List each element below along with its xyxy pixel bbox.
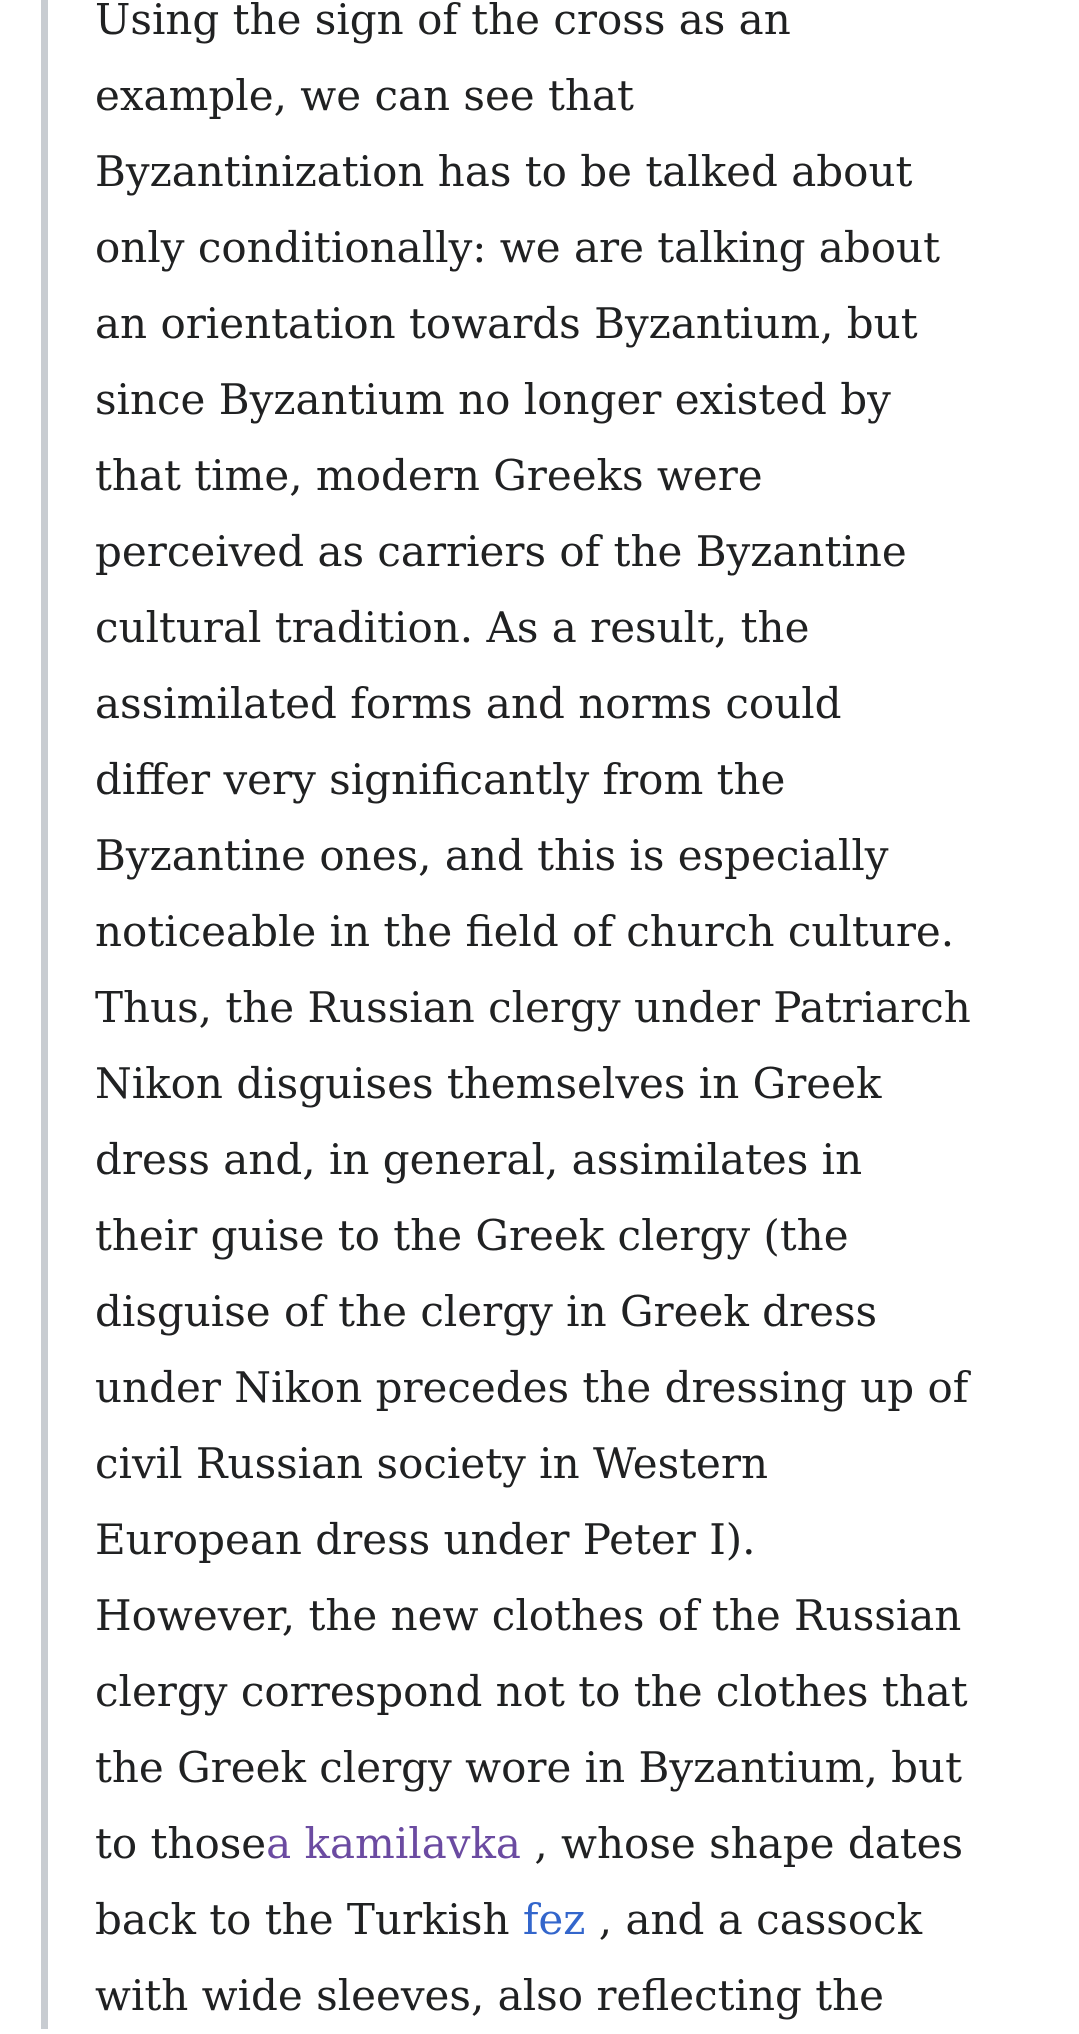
text-line: disguise of the clergy in Greek dress — [95, 1287, 878, 1336]
text-line: an orientation towards Byzantium, but — [95, 299, 918, 348]
text-line: noticeable in the field of church culture. — [95, 907, 955, 956]
text-line: Using the sign of the cross as an — [95, 0, 791, 44]
text-line: clergy correspond not to the clothes that — [95, 1667, 968, 1716]
text-line: European dress under Peter I). — [95, 1515, 756, 1564]
text-line: only conditionally: we are talking about — [95, 223, 940, 272]
fez-link[interactable]: fez — [522, 1895, 586, 1944]
text-line: cultural tradition. As a result, the — [95, 603, 810, 652]
blockquote-text — [95, 0, 1065, 2034]
text-segment: , and a cassock — [585, 1895, 923, 1944]
text-line: Nikon disguises themselves in Greek — [95, 1059, 882, 1108]
text-line: perceived as carriers of the Byzantine — [95, 527, 907, 576]
text-line: dress and, in general, assimilates in — [95, 1135, 863, 1184]
text-line: the Greek clergy wore in Byzantium, but — [95, 1743, 962, 1792]
text-line: Byzantine ones, and this is especially — [95, 831, 889, 880]
text-line: civil Russian society in Western — [95, 1439, 769, 1488]
text-line: However, the new clothes of the Russian — [95, 1591, 962, 1640]
text-segment: back to the Turkish — [95, 1895, 523, 1944]
text-line: under Nikon precedes the dressing up of — [95, 1363, 969, 1412]
text-line: their guise to the Greek clergy (the — [95, 1211, 849, 1260]
text-line: assimilated forms and norms could — [95, 679, 842, 728]
text-line: with wide sleeves, also reflecting the — [95, 1971, 885, 2020]
text-line — [95, 1882, 1065, 1958]
text-line: differ very significantly from the — [95, 755, 786, 804]
text-segment: to those — [95, 1819, 267, 1868]
text-segment: , whose shape dates — [520, 1819, 964, 1868]
text-line: that time, modern Greeks were — [95, 451, 763, 500]
blockquote-bar — [41, 0, 48, 2029]
text-line: example, we can see that — [95, 71, 634, 120]
text-line: Thus, the Russian clergy under Patriarch — [95, 983, 971, 1032]
text-line: Byzantinization has to be talked about — [95, 147, 913, 196]
text-line: since Byzantium no longer existed by — [95, 375, 891, 424]
kamilavka-link[interactable]: a kamilavka — [266, 1819, 521, 1868]
text-line — [95, 1806, 1065, 1882]
